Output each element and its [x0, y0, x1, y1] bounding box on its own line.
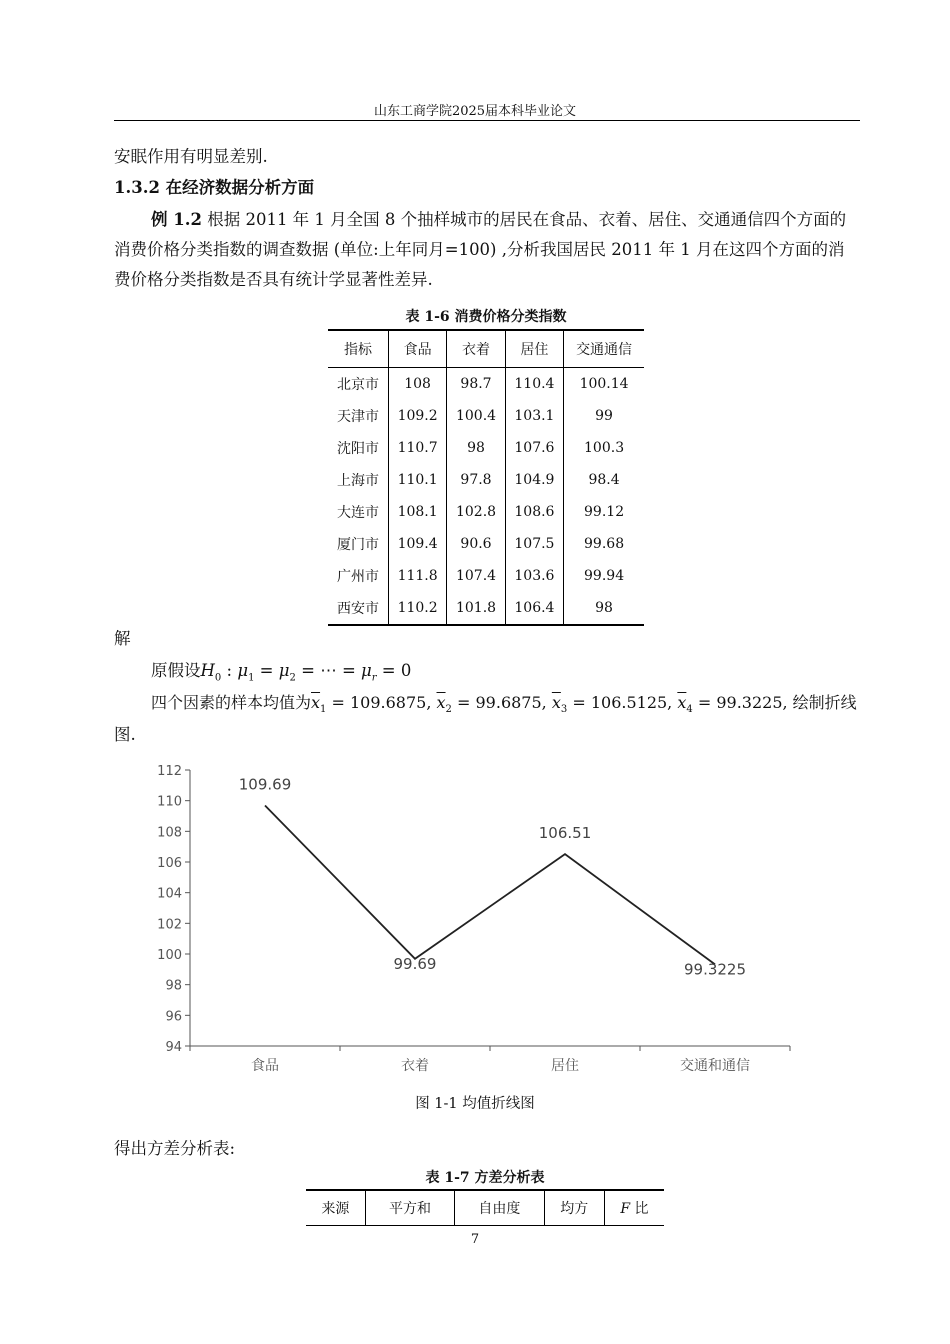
- table-row: [328, 464, 644, 496]
- table-cell: 100.3: [564, 432, 644, 464]
- row-label: 广州市: [336, 569, 379, 585]
- table-row: [328, 496, 644, 528]
- row-label: 沈阳市: [336, 441, 379, 457]
- table-cell: 107.6: [505, 432, 563, 464]
- table-row: [328, 528, 644, 560]
- example-paragraph: [114, 205, 860, 295]
- table-header: 指标: [328, 330, 388, 368]
- table1-caption: 表 1-6 消费价格分类指数: [405, 309, 567, 325]
- row-label: 西安市: [328, 592, 388, 625]
- row-label: 天津市: [336, 409, 379, 425]
- table-header: 居住: [505, 330, 563, 368]
- table-row: [328, 368, 644, 401]
- table-cell: 100.4: [447, 400, 505, 432]
- table-cell: 99.94: [564, 560, 644, 592]
- table-cell: 110.4: [505, 368, 563, 401]
- row-label: 北京市: [336, 377, 379, 393]
- table-row: [328, 560, 644, 592]
- table-cell: 107.5: [505, 528, 563, 560]
- x-tick-label: 交通和通信: [680, 1058, 750, 1074]
- table-cell: 90.6: [447, 528, 505, 560]
- table-header-row: [328, 330, 644, 368]
- sample-means: 四个因素的样本均值为$\overline{x}_1 = 109.6875$, $\overline{x}_2 = 99.6875$, $\overline{x}_3 = 106.5125$, $\overline{x}_4 = 99.3225$, 绘制折线: [151, 693, 857, 716]
- y-tick-label: 108: [157, 825, 182, 841]
- y-tick-label: 110: [157, 794, 182, 810]
- table2-caption: 表 1-7 方差分析表: [425, 1170, 545, 1186]
- table-cell: 99.68: [564, 528, 644, 560]
- row-label: 大连市: [336, 505, 379, 521]
- table-cell: 103.6: [505, 560, 563, 592]
- table-cell: 104.9: [505, 464, 563, 496]
- table-cell: 99: [564, 400, 644, 432]
- table-header: 交通通信: [564, 330, 644, 368]
- table-cell: 109.2: [388, 400, 446, 432]
- data-label: 106.51: [538, 824, 592, 843]
- table-header: 自由度: [455, 1190, 544, 1226]
- table-cell: 111.8: [388, 560, 446, 592]
- row-label: 上海市: [336, 473, 379, 489]
- means-wrap: 图.: [114, 725, 136, 744]
- price-index-table: [328, 329, 644, 626]
- x-tick-label: 食品: [251, 1058, 279, 1074]
- table-row: [328, 400, 644, 432]
- data-label: 99.3225: [683, 960, 747, 979]
- table-cell: 108.6: [505, 496, 563, 528]
- table-cell: 98: [564, 592, 644, 625]
- table-header: 衣着: [447, 330, 505, 368]
- row-label: 厦门市: [336, 537, 379, 553]
- page-number: 7: [470, 1232, 480, 1247]
- x-tick-label: 居住: [551, 1058, 579, 1074]
- data-label: 109.69: [238, 775, 292, 794]
- y-tick-label: 106: [157, 856, 182, 871]
- table-cell: 106.4: [505, 592, 563, 625]
- table-cell: 110.2: [388, 592, 446, 625]
- continued-text: 安眠作用有明显差别.: [114, 147, 268, 166]
- example-text: 根据 2011 年 1 月全国 8 个抽样城市的居民在食品、衣着、居住、交通通信四个方面的消费价格分类指数的调查数据 (单位:上年同月=100) ,分析我国居民 2011 年 1 月在这四个方面的消费价格分类指数是否具有统计学显著性差异.: [114, 210, 847, 289]
- table-cell: 110.7: [388, 432, 446, 464]
- table-cell: 108: [388, 368, 446, 401]
- y-tick-label: 100: [157, 948, 182, 963]
- null-hypothesis: 原假设$H_0$ : $\mu_1 = \mu_2$ = ⋯ = $\mu_r = 0$: [151, 661, 412, 684]
- mean-value: 99.3225: [716, 693, 783, 712]
- y-tick-label: 94: [165, 1040, 182, 1055]
- table-cell: 98: [447, 432, 505, 464]
- mean-value: 109.6875: [350, 693, 427, 712]
- table-cell: 98.4: [564, 464, 644, 496]
- table-cell: 100.14: [564, 368, 644, 401]
- y-tick-label: 104: [157, 886, 182, 902]
- table-header: 食品: [388, 330, 446, 368]
- table-cell: 101.8: [447, 592, 505, 625]
- y-tick-label: 98: [165, 978, 182, 994]
- header-rule: [114, 120, 860, 121]
- table-row: [328, 432, 644, 464]
- y-tick-label: 112: [157, 764, 182, 779]
- anova-table: [306, 1189, 664, 1226]
- table-cell: 98.7: [447, 368, 505, 401]
- mean-series-line: [265, 805, 715, 964]
- data-label: 99.69: [393, 954, 437, 973]
- table-header: F 比: [604, 1190, 664, 1226]
- table-cell: 97.8: [447, 464, 505, 496]
- table-header: 平方和: [365, 1190, 454, 1226]
- y-tick-label: 102: [157, 917, 182, 933]
- table-cell: 99.12: [564, 496, 644, 528]
- table-cell: 107.4: [447, 560, 505, 592]
- running-header: 山东工商学院2025届本科毕业论文: [373, 104, 577, 119]
- table-header-row: [306, 1190, 664, 1226]
- x-tick-label: 衣着: [401, 1058, 429, 1074]
- table-cell: 110.1: [388, 464, 446, 496]
- table-header: 来源: [306, 1190, 365, 1226]
- section-heading: 1.3.2 在经济数据分析方面: [114, 178, 315, 197]
- conclusion-text: 得出方差分析表:: [114, 1139, 236, 1158]
- mean-line-chart: [150, 760, 810, 1080]
- table-cell: 102.8: [447, 496, 505, 528]
- figure-caption: 图 1-1 均值折线图: [415, 1096, 535, 1112]
- table-header: 均方: [544, 1190, 604, 1226]
- solution-label: 解: [114, 629, 131, 648]
- example-label: 例 1.2: [151, 210, 202, 229]
- table-cell: 108.1: [388, 496, 446, 528]
- mean-value: 99.6875: [475, 693, 542, 712]
- y-tick-label: 96: [165, 1009, 182, 1025]
- table-row: [328, 592, 644, 625]
- table-cell: 109.4: [388, 528, 446, 560]
- mean-value: 106.5125: [590, 693, 668, 712]
- table-cell: 103.1: [505, 400, 563, 432]
